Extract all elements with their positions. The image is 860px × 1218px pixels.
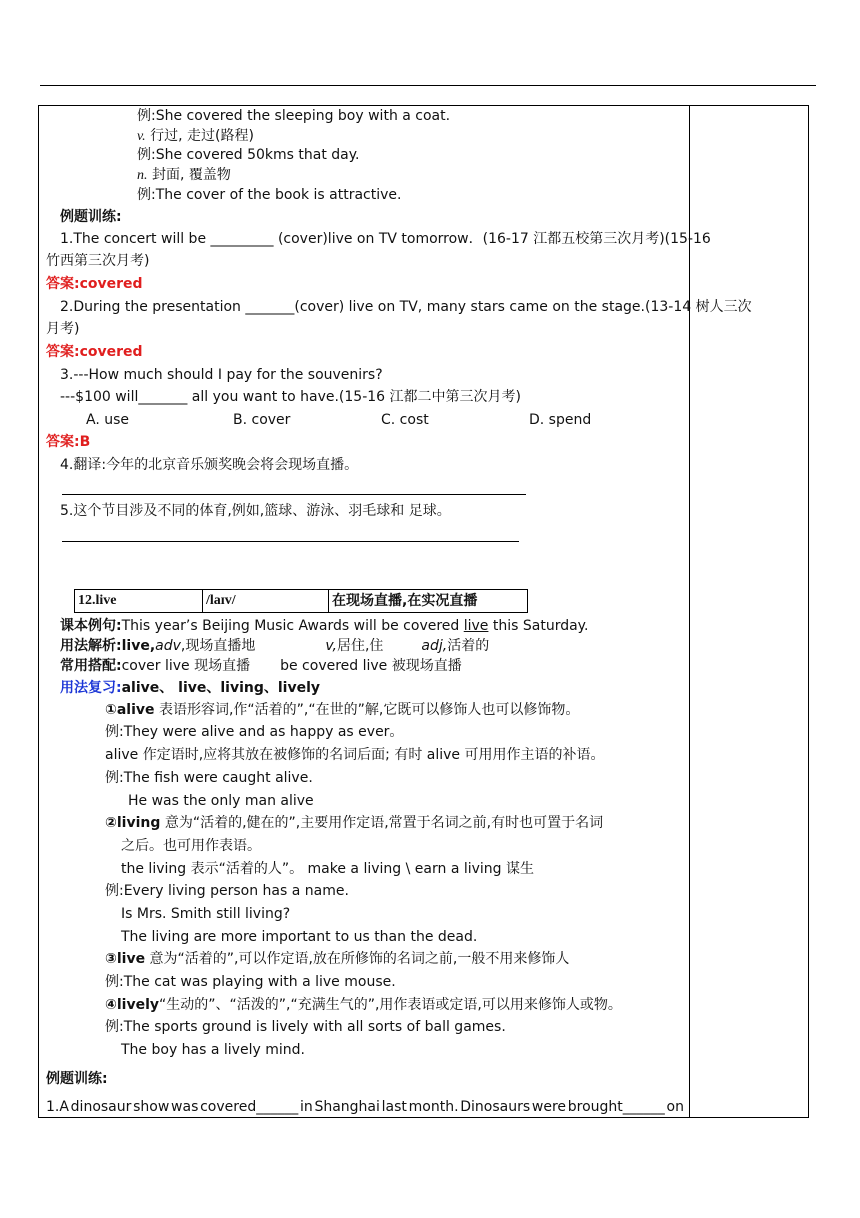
rule-note: the living 表示“活着的人”。 make a living \ earn a living 谋生 — [121, 861, 535, 877]
pos-tag: v, — [325, 638, 337, 654]
question-3-cont: ---$100 will_______ all you want to have.(15-16 江都二中第三次月考) — [60, 389, 521, 405]
rule-living — [105, 814, 603, 832]
header-rule — [40, 85, 816, 86]
word: brought______ — [567, 1099, 665, 1115]
rule-text: 意为“活着的”,可以作定语,放在所修饰的名词之前,一般不用来修饰人 — [145, 951, 570, 967]
question-1-cont: 竹西第三次月考) — [46, 253, 150, 269]
question-5: 5.这个节目涉及不同的体育,例如,篮球、游泳、羽毛球和 足球。 — [60, 503, 451, 519]
definition-line — [137, 127, 254, 146]
rule-word: ④lively — [105, 997, 159, 1013]
example-text: This year’s Beijing Music Awards will be covered — [121, 618, 464, 634]
word-phonetic: /laɪv/ — [203, 590, 329, 612]
example-line: 例:Every living person has a name. — [105, 883, 349, 899]
word: dinosaur — [70, 1099, 132, 1115]
question-3: 3.---How much should I pay for the souvenirs? — [60, 367, 383, 383]
label: 常用搭配: — [60, 658, 122, 674]
collocation: be covered live 被现场直播 — [280, 658, 462, 674]
option-d: D. spend — [529, 412, 592, 428]
answer-2: 答案:covered — [46, 344, 143, 360]
rule-live — [105, 950, 569, 968]
example-line: The boy has a lively mind. — [121, 1042, 305, 1058]
parse-text: 活着的 — [447, 638, 490, 654]
question-1 — [46, 1098, 684, 1116]
option-a: A. use — [86, 412, 130, 428]
exercise-heading: 例题训练: — [60, 209, 122, 225]
rule-lively — [105, 996, 622, 1014]
word-term: 12.live — [75, 590, 203, 612]
example-line: 例:The cat was playing with a live mouse. — [105, 974, 396, 990]
usage-review — [60, 679, 320, 697]
word: show — [133, 1099, 170, 1115]
word: was — [171, 1099, 199, 1115]
answer-1: 答案:covered — [46, 276, 143, 292]
example-line: 例:The fish were caught alive. — [105, 770, 313, 786]
review-words: alive、 live、living、lively — [121, 680, 321, 696]
pos-tag: adj, — [421, 638, 448, 654]
example-line: He was the only man alive — [128, 793, 314, 809]
definition-text: 行过, 走过(路程) — [145, 128, 254, 144]
rule-text: “生动的”、“活泼的”,“充满生气的”,用作表语或定语,可以用来修饰人或物。 — [159, 997, 622, 1013]
word: month. — [408, 1099, 459, 1115]
option-c: C. cost — [381, 412, 429, 428]
rule-note: alive 作定语时,应将其放在被修饰的名词后面; 有时 alive 可用用作主语的补语。 — [105, 747, 605, 763]
word: 1.A — [46, 1099, 69, 1115]
rule-word: ③live — [105, 951, 146, 967]
example-keyword: live — [463, 618, 489, 634]
parse-text: 居住,住 — [336, 638, 384, 654]
answer-blank-line — [62, 494, 526, 495]
exercise-heading: 例题训练: — [46, 1071, 108, 1087]
example-line: 例:The sports ground is lively with all sorts of ball games. — [105, 1019, 506, 1035]
rule-alive — [105, 701, 579, 719]
word: Dinosaurs — [460, 1099, 531, 1115]
example-line: 例:She covered 50kms that day. — [137, 147, 360, 163]
word: last — [381, 1099, 407, 1115]
label: 课本例句: — [60, 618, 122, 634]
example-line: 例:They were alive and as happy as ever。 — [105, 724, 404, 740]
example-line: The living are more important to us than the dead. — [121, 929, 478, 945]
rule-word: ②living — [105, 815, 161, 831]
rule-text: 意为“活着的,健在的”,主要用作定语,常置于名词之前,有时也可置于名词 — [160, 815, 604, 831]
parse-word: live, — [121, 638, 156, 654]
word: in — [299, 1099, 313, 1115]
example-text: this Saturday. — [488, 618, 589, 634]
pos-tag: adv — [155, 638, 181, 654]
collocation: cover live 现场直播 — [121, 658, 251, 674]
option-b: B. cover — [233, 412, 291, 428]
word: on — [666, 1099, 684, 1115]
question-1: 1.The concert will be _________ (cover)live on TV tomorrow．(16-17 江都五校第三次月考)(15-16 — [60, 231, 711, 247]
label: 用法复习: — [60, 680, 122, 696]
answer-3: 答案:B — [46, 434, 91, 450]
rule-text-cont: 之后。也可用作表语。 — [121, 838, 261, 854]
word: were — [531, 1099, 567, 1115]
rule-word: ①alive — [105, 702, 155, 718]
pos-tag: n. — [137, 168, 148, 183]
word: Shanghai — [314, 1099, 380, 1115]
definition-line — [137, 166, 231, 185]
example-line: 例:She covered the sleeping boy with a coat. — [137, 108, 451, 124]
question-4: 4.翻译:今年的北京音乐颁奖晚会将会现场直播。 — [60, 457, 359, 473]
rule-text: 表语形容词,作“活着的”,“在世的”解,它既可以修饰人也可以修饰物。 — [154, 702, 580, 718]
word-meaning: 在现场直播,在实况直播 — [332, 593, 478, 609]
parse-text: ,现场直播地 — [180, 638, 256, 654]
question-2: 2.During the presentation _______(cover) live on TV, many stars came on the stage.(13-14 树人三次 — [60, 299, 752, 315]
example-line: Is Mrs. Smith still living? — [121, 906, 291, 922]
definition-text: 封面, 覆盖物 — [147, 167, 231, 183]
textbook-example — [60, 617, 588, 635]
example-line: 例:The cover of the book is attractive. — [137, 187, 402, 203]
question-2-cont: 月考) — [46, 321, 80, 337]
pos-tag: v. — [137, 129, 146, 144]
answer-blank-line — [62, 541, 519, 542]
notes-column-divider — [689, 105, 690, 1118]
collocations — [60, 657, 462, 675]
word: covered______ — [200, 1099, 299, 1115]
usage-parse — [60, 637, 489, 655]
word-header-table — [74, 589, 528, 613]
label: 用法解析: — [60, 638, 122, 654]
